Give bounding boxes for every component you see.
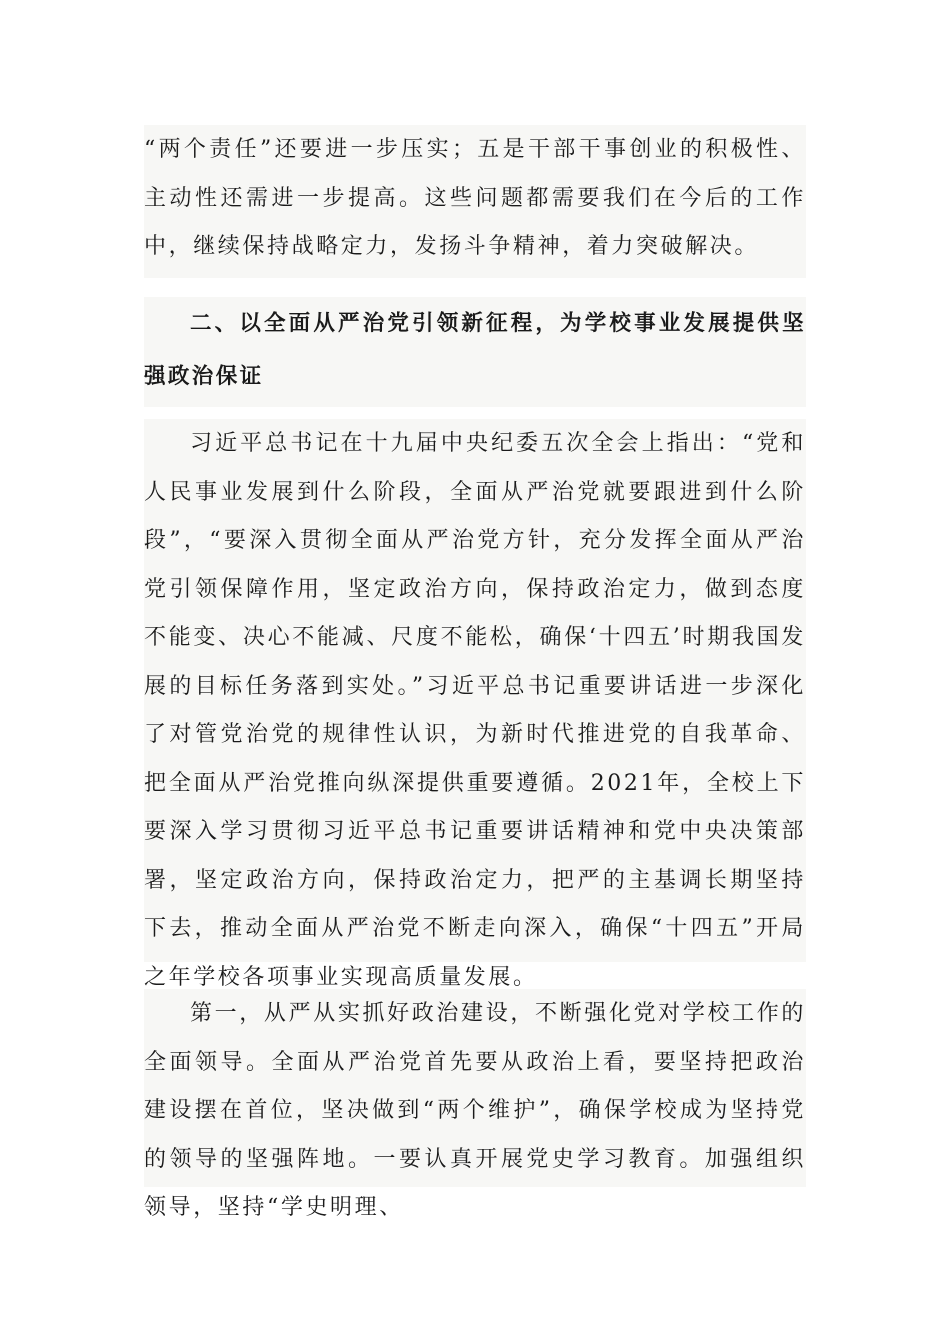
paragraph-block-3 [144, 419, 806, 990]
body-paragraph: 第一，从严从实抓好政治建设，不断强化党对学校工作的全面领导。全面从严治党首先要从政治上看，要坚持把政治建设摆在首位，坚决做到“两个维护”，确保学校成为坚持党的领导的坚强阵地。一要认真开展党史学习教育。加强组织领导，坚持“学史明理、 [144, 1001, 806, 1220]
paragraph-block-1 [144, 125, 806, 278]
paragraph-block-4 [144, 989, 806, 1220]
section-heading-block [144, 297, 806, 407]
body-paragraph: 习近平总书记在十九届中央纪委五次全会上指出：“党和人民事业发展到什么阶段，全面从严治党就要跟进到什么阶段”，“要深入贯彻全面从严治党方针，充分发挥全面从严治党引领保障作用，坚定政治方向，保持政治定力，做到态度不能变、决心不能减、尺度不能松，确保‘十四五’时期我国发展的目标任务落到实处。”习近平总书记重要讲话进一步深化了对管党治党的规律性认识，为新时代推进党的自我革命、把全面从严治党推向纵深提供重要遵循。2021年，全校上下要深入学习贯彻习近平总书记重要讲话精神和党中央决策部署，坚定政治方向，保持政治定力，把严的主基调长期坚持下去，推动全面从严治党不断走向深入，确保“十四五”开局之年学校各项事业实现高质量发展。 [144, 431, 806, 990]
body-paragraph: “两个责任”还要进一步压实；五是干部干事创业的积极性、主动性还需进一步提高。这些问题都需要我们在今后的工作中，继续保持战略定力，发扬斗争精神，着力突破解决。 [144, 137, 806, 259]
section-heading: 二、以全面从严治党引领新征程，为学校事业发展提供坚强政治保证 [144, 311, 806, 389]
